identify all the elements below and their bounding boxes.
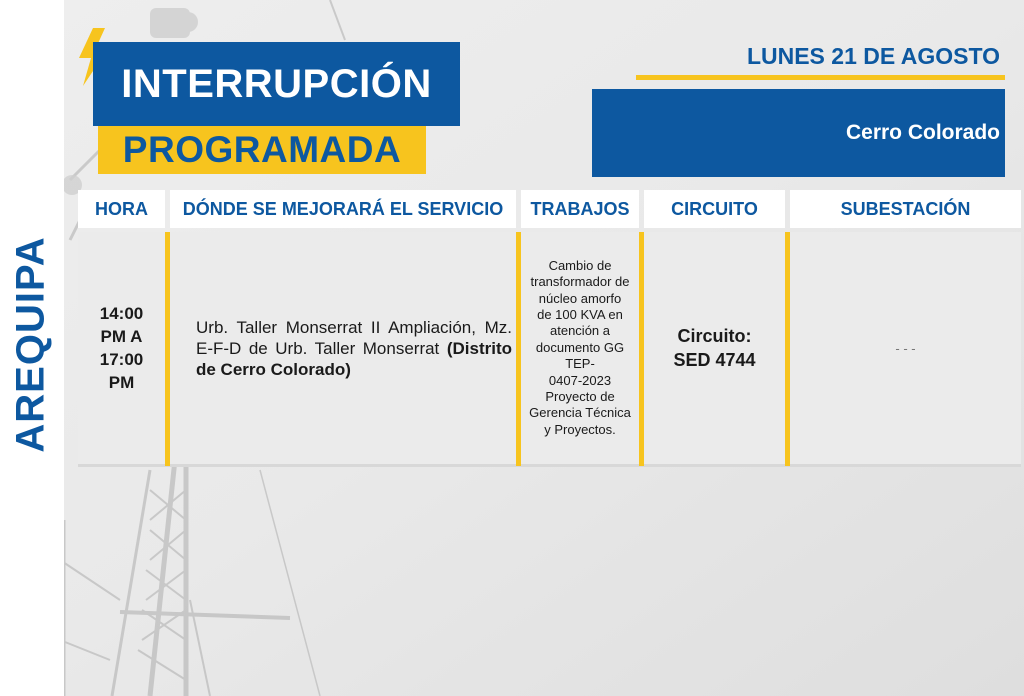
date-underline [636, 75, 1005, 80]
date-label: LUNES 21 DE AGOSTO [746, 43, 1000, 69]
row-divider [78, 464, 1021, 467]
region-label [4, 234, 58, 454]
trabajos-line: TEP- [565, 356, 595, 372]
cell-trabajos [521, 232, 639, 464]
donde-district: (Distrito de Cerro Colorado) [196, 338, 512, 379]
subestacion-value: - - - [895, 340, 916, 356]
header-hora: HORA [78, 190, 165, 228]
trabajos-line: Proyecto de [545, 389, 615, 405]
cell-donde [170, 232, 516, 464]
trabajos-line: atención a [550, 323, 610, 339]
hora-line: PM [108, 373, 135, 392]
district-name: Cerro Colorado [845, 121, 1000, 144]
cell-subestacion [790, 232, 1021, 464]
title-interrupcion: INTERRUPCIÓN [93, 42, 460, 126]
hora-line: 17:00 [99, 350, 144, 369]
trabajos-line: de 100 KVA en [537, 306, 623, 322]
trabajos-line: Cambio de [548, 257, 612, 273]
hora-line: 14:00 [99, 304, 144, 323]
trabajos-line: documento GG [535, 339, 625, 355]
circuito-value: SED 4744 [673, 350, 756, 370]
donde-text: Urb. Taller Monserrat II Ampliación, Mz. E-F-D de Urb. Taller Monserrat [196, 317, 512, 358]
header-subestacion: SUBESTACIÓN [790, 190, 1021, 228]
header-circuito: CIRCUITO [644, 190, 785, 228]
trabajos-line: y Proyectos. [544, 421, 616, 437]
header-donde: DÓNDE SE MEJORARÁ EL SERVICIO [170, 190, 516, 228]
circuito-label: Circuito: [677, 326, 752, 346]
trabajos-line: Gerencia Técnica [529, 405, 631, 421]
header-trabajos: TRABAJOS [521, 190, 639, 228]
trabajos-line: 0407-2023 [548, 372, 612, 388]
cell-hora [78, 232, 165, 464]
title-programada: PROGRAMADA [98, 126, 426, 174]
cell-circuito [644, 232, 785, 464]
hora-line: PM A [100, 327, 143, 346]
trabajos-line: transformador de [530, 274, 630, 290]
trabajos-line: núcleo amorfo [538, 290, 622, 306]
district-banner [592, 89, 1005, 177]
region-text: AREQUIPA [8, 235, 53, 453]
